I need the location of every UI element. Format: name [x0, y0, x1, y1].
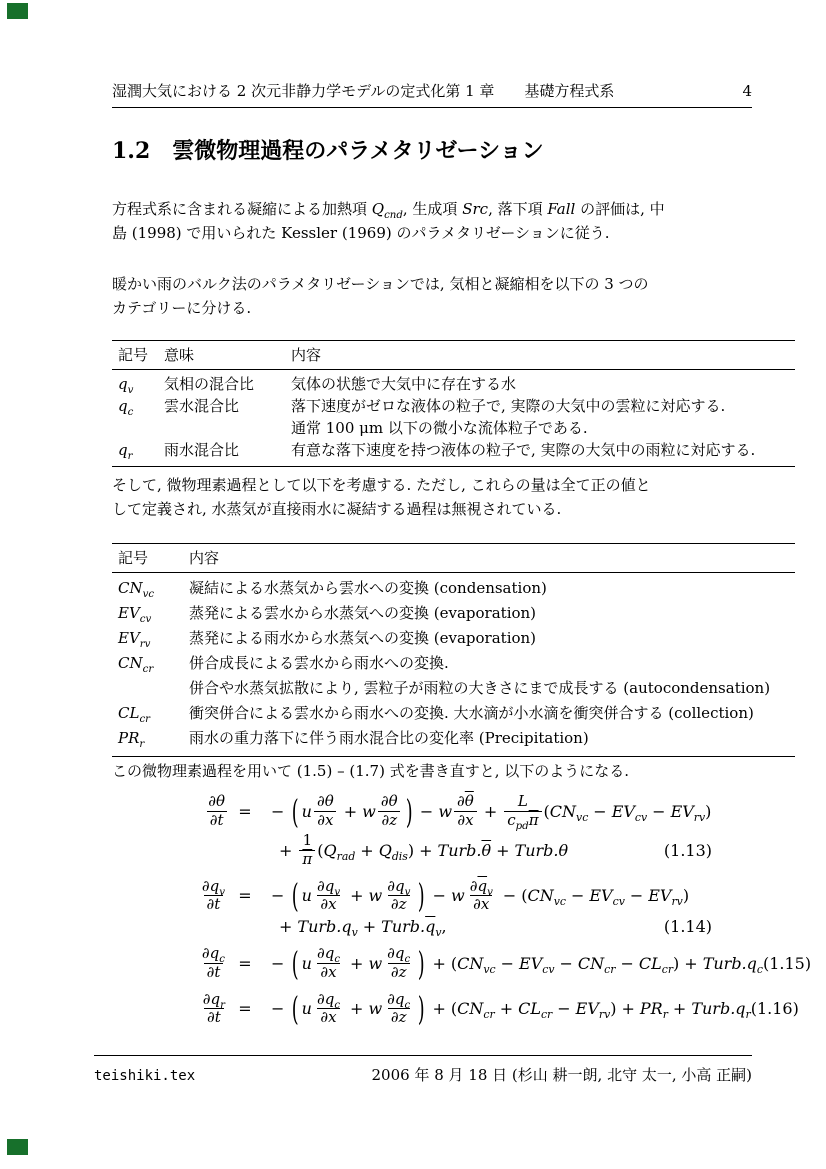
symbol-cell: $q_v$ [118, 375, 134, 396]
equation-row [112, 791, 712, 832]
content-cell: 衝突併合による雲水から雨水への変換. 大水滴が小水滴を衝突併合する (collection) [189, 704, 754, 722]
paragraph-line: して定義され, 水蒸気が直接雨水に凝結する過程は無視されている. [112, 500, 562, 518]
paragraph-line: カテゴリーに分ける. [112, 299, 252, 317]
equation-number: (1.13) [663, 841, 712, 861]
symbol-cell: $q_c$ [118, 397, 134, 418]
table-header: 記号 [118, 346, 149, 364]
table-header-row [112, 341, 795, 370]
symbol-cell: $CN_{cr}$ [118, 654, 154, 675]
paragraph-rewrite-intro [112, 759, 757, 783]
meaning-cell: 気相の混合比 [164, 375, 255, 393]
table-header: 内容 [291, 346, 322, 364]
section-number: 1.2 [112, 138, 151, 164]
eq-relation: = [238, 953, 252, 973]
equations-block [112, 790, 812, 1030]
symbol-cell: $EV_{cv}$ [118, 604, 152, 625]
paragraph-processes-intro [112, 473, 757, 521]
paragraph-line: 暖かい雨のバルク法のパラメタリゼーションでは, 気相と凝縮相を以下の 3 つの [112, 275, 649, 293]
eq-lhs: $\frac{\partial\theta}{\partial t}$ [208, 792, 225, 829]
content-cell: 落下速度がゼロな液体の粒子で, 実際の大気中の雲粒に対応する. 通常 100 μm 以下の微小な流体粒子である. [291, 397, 726, 437]
equation-row [112, 917, 712, 940]
table-header: 記号 [118, 549, 149, 567]
eq-relation: = [238, 886, 252, 906]
table-row [112, 626, 795, 651]
running-header-title: 湿潤大気における 2 次元非静力学モデルの定式化第 1 章 基礎方程式系 [112, 82, 615, 100]
section-heading [112, 134, 544, 165]
eq-relation: = [238, 999, 252, 1019]
eq-rhs: − ( u $\frac{\partial q_v}{\partial x}$ + w $\frac{\partial q_v}{\partial z}$ ) − w ∂ $\overline{q}_v$ ∂x − ( $CN_{vc}$ − $EV_{cv}$ − $EV_{rv}$ ) [271, 876, 690, 916]
eq-lhs: $\frac{\partial q_r}{\partial t}$ [202, 989, 225, 1027]
corner-marker-icon [7, 1139, 28, 1155]
eq-relation: = [238, 801, 252, 821]
eq-rhs: + $Turb.q_v$ + Turb. $\overline{q}_v$ , [279, 917, 447, 940]
content-cell: 凝結による水蒸気から雲水への変換 (condensation) [189, 579, 547, 597]
table-water-categories [112, 340, 795, 467]
equation-row [112, 832, 712, 868]
footer-date: 2006 年 8 月 18 日 (杉山 耕一朗, 北守 太一, 小高 正嗣) [371, 1066, 752, 1084]
table-row [112, 439, 795, 461]
content-cell: 併合成長による雲水から雨水への変換. 併合や水蒸気拡散により, 雲粒子が雨粒の大きさにまで成長する (autocondensation) [189, 654, 771, 697]
content-cell: 有意な落下速度を持つ液体の粒子で, 実際の大気中の雨粒に対応する. [291, 441, 756, 459]
paragraph-line: そして, 微物理素過程として以下を考慮する. ただし, これらの量は全て正の値と [112, 476, 651, 494]
equation-row [112, 943, 812, 983]
table-row [112, 601, 795, 626]
content-cell: 蒸発による雲水から水蒸気への変換 (evaporation) [189, 604, 537, 622]
symbol-cell: $EV_{rv}$ [118, 629, 151, 650]
table-row [112, 651, 795, 701]
symbol-cell: $PR_r$ [118, 729, 145, 750]
symbol-cell: $CL_{cr}$ [118, 704, 151, 725]
table-row [112, 373, 795, 395]
corner-marker-icon [7, 3, 28, 19]
running-header [112, 80, 752, 108]
eq-lhs: $\frac{\partial q_v}{\partial t}$ [201, 876, 225, 914]
table-microphysical-processes [112, 543, 795, 757]
meaning-cell: 雨水混合比 [164, 441, 240, 459]
eq-rhs: − ( u $\frac{\partial q_c}{\partial x}$ + w $\frac{\partial q_c}{\partial z}$ ) + ( $CN_{cr}$ + $CL_{cr}$ − $EV_{rv}$ ) + $PR_r$ + $Turb.q_r$ (1.16) [271, 989, 799, 1029]
symbol-cell: $CN_{vc}$ [118, 579, 155, 600]
content-cell: 雨水の重力落下に伴う雨水混合比の変化率 (Precipitation) [189, 729, 589, 747]
content-cell: 気体の状態で大気中に存在する水 [291, 375, 517, 393]
paragraph-line: 島 (1998) で用いられた Kessler (1969) のパラメタリゼーションに従う. [112, 224, 610, 242]
equation-number: (1.14) [663, 917, 712, 937]
table-row [112, 395, 795, 439]
eq-rhs: − ( u $\frac{\partial q_c}{\partial x}$ + w $\frac{\partial q_c}{\partial z}$ ) + ( $CN_{vc}$ − $EV_{cv}$ − $CN_{cr}$ − $CL_{cr}$ ) + $Turb.q_c$ (1.15) [271, 943, 812, 983]
paragraph-categories [112, 272, 757, 320]
equation-row [112, 878, 712, 914]
content-cell: 蒸発による雨水から水蒸気への変換 (evaporation) [189, 629, 537, 647]
table-row [112, 701, 795, 726]
paragraph-line: この微物理素過程を用いて (1.5) – (1.7) 式を書き直すと, 以下のようになる. [112, 762, 629, 780]
equation-row [112, 989, 799, 1029]
eq-lhs: $\frac{\partial q_c}{\partial t}$ [201, 944, 225, 981]
symbol-cell: $q_r$ [118, 441, 133, 462]
table-row [112, 576, 795, 601]
meaning-cell: 雲水混合比 [164, 397, 240, 415]
paragraph-line: 方程式系に含まれる凝縮による加熱項 $Q_{cnd}$, 生成項 Src, 落下項 Fall の評価は, 中 [112, 200, 665, 221]
footer-filename: teishiki.tex [94, 1068, 196, 1084]
page-number: 4 [742, 82, 752, 100]
eq-rhs: + $\frac{1}{\pi}$ ( $Q_{rad}$ + $Q_{dis}$ ) + Turb. $\overline{\theta}$ + Turb.θ [279, 831, 569, 869]
table-row [112, 726, 795, 751]
paragraph-evaluation [112, 197, 757, 245]
table-header-row [112, 544, 795, 573]
table-header: 内容 [189, 549, 220, 567]
eq-rhs: − ( u $\frac{\partial\theta}{\partial x}$ + w $\frac{\partial\theta}{\partial z}$ ) − w ∂ $\overline{\theta}$ ∂x + L $c_{pd}$ $\overline{\pi}$ ( $CN_{vc}$ − $EV_{cv}$ − $EV_{rv}$ ) [271, 791, 712, 832]
table-header: 意味 [164, 346, 195, 364]
section-title: 雲微物理過程のパラメタリゼーション [172, 139, 544, 164]
page-footer [94, 1055, 752, 1085]
